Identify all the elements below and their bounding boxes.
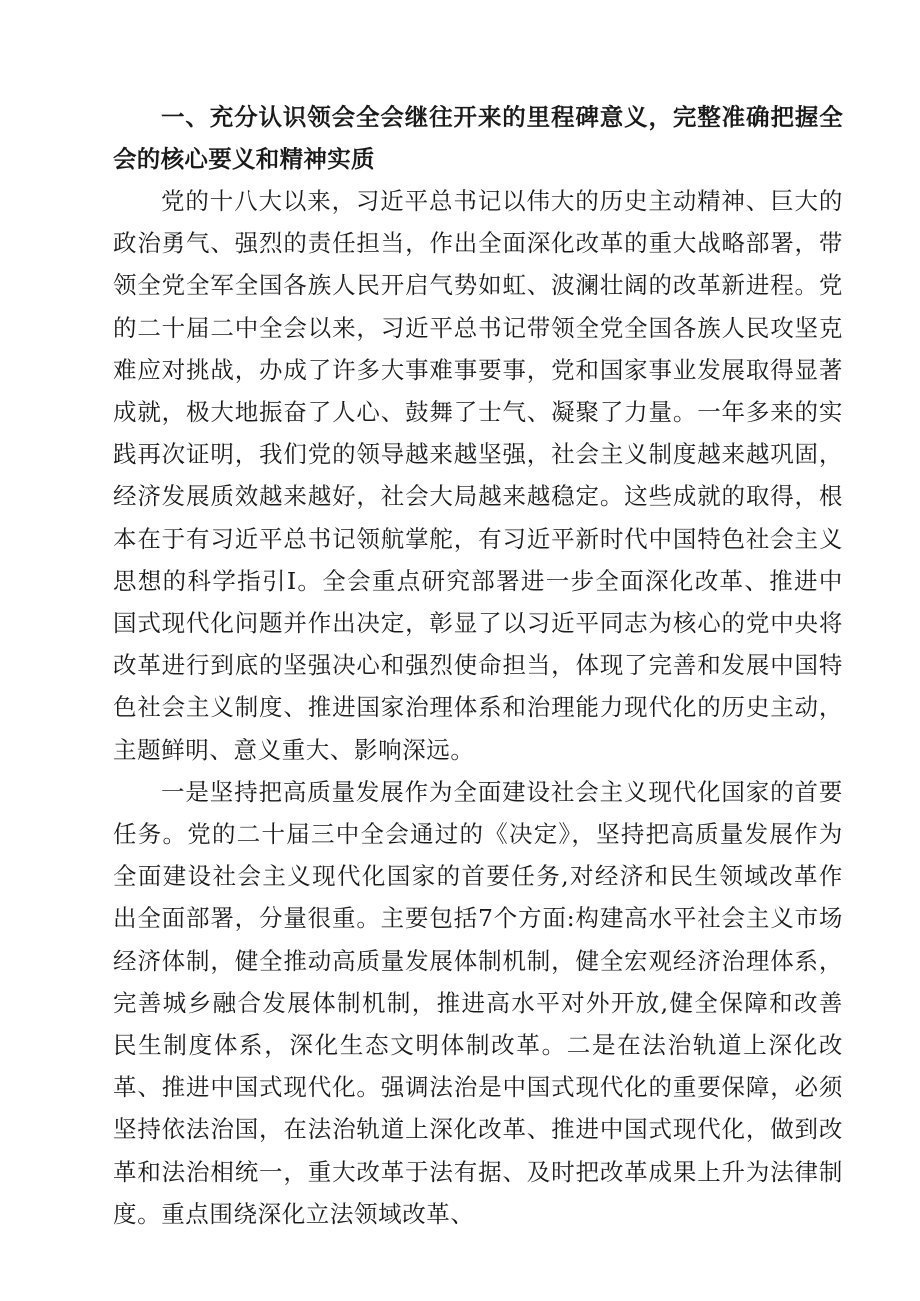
body-paragraph-2: 一是坚持把高质量发展作为全面建设社会主义现代化国家的首要任务。党的二十届三中全会通过的《决定》，坚持把高质量发展作为全面建设社会主义现代化国家的首要任务,对经济和民生领域改革作出全面部署，分量很重。主要包括7个方面:构建高水平社会主义市场经济体制，健全推动高质量发展体制机制，健全宏观经济治理体系，完善城乡融合发展体制机制，推进高水平对外开放,健全保障和改善民生制度体系，深化生态文明体制改革。二是在法治轨道上深化改革、推进中国式现代化。强调法治是中国式现代化的重要保障，必须坚持依法治国，在法治轨道上深化改革、推进中国式现代化，做到改革和法治相统一，重大改革于法有据、及时把改革成果上升为法律制度。重点围绕深化立法领域改革、	[113, 777, 844, 1228]
section-heading: 一、充分认识领会全会继往开来的里程碑意义，完整准确把握全会的核心要义和精神实质	[113, 103, 843, 173]
document-body	[113, 96, 843, 1235]
body-paragraph-1: 党的十八大以来，习近平总书记以伟大的历史主动精神、巨大的政治勇气、强烈的责任担当，作出全面深化改革的重大战略部署，带领全党全军全国各族人民开启气势如虹、波澜壮阔的改革新进程。党的二十届二中全会以来，习近平总书记带领全党全国各族人民攻坚克难应对挑战，办成了许多大事难事要事，党和国家事业发展取得显著成就，极大地振奋了人心、鼓舞了士气、凝聚了力量。一年多来的实践再次证明，我们党的领导越来越坚强，社会主义制度越来越巩固，经济发展质效越来越好，社会大局越来越稳定。这些成就的取得，根本在于有习近平总书记领航掌舵，有习近平新时代中国特色社会主义思想的科学指引I。全会重点研究部署进一步全面深化改革、推进中国式现代化问题并作出决定，彰显了以习近平同志为核心的党中央将改革进行到底的坚强决心和强烈使命担当，体现了完善和发展中国特色社会主义制度、推进国家治理体系和治理能力现代化的历史主动，主题鲜明、意义重大、影响深远。	[113, 187, 843, 764]
